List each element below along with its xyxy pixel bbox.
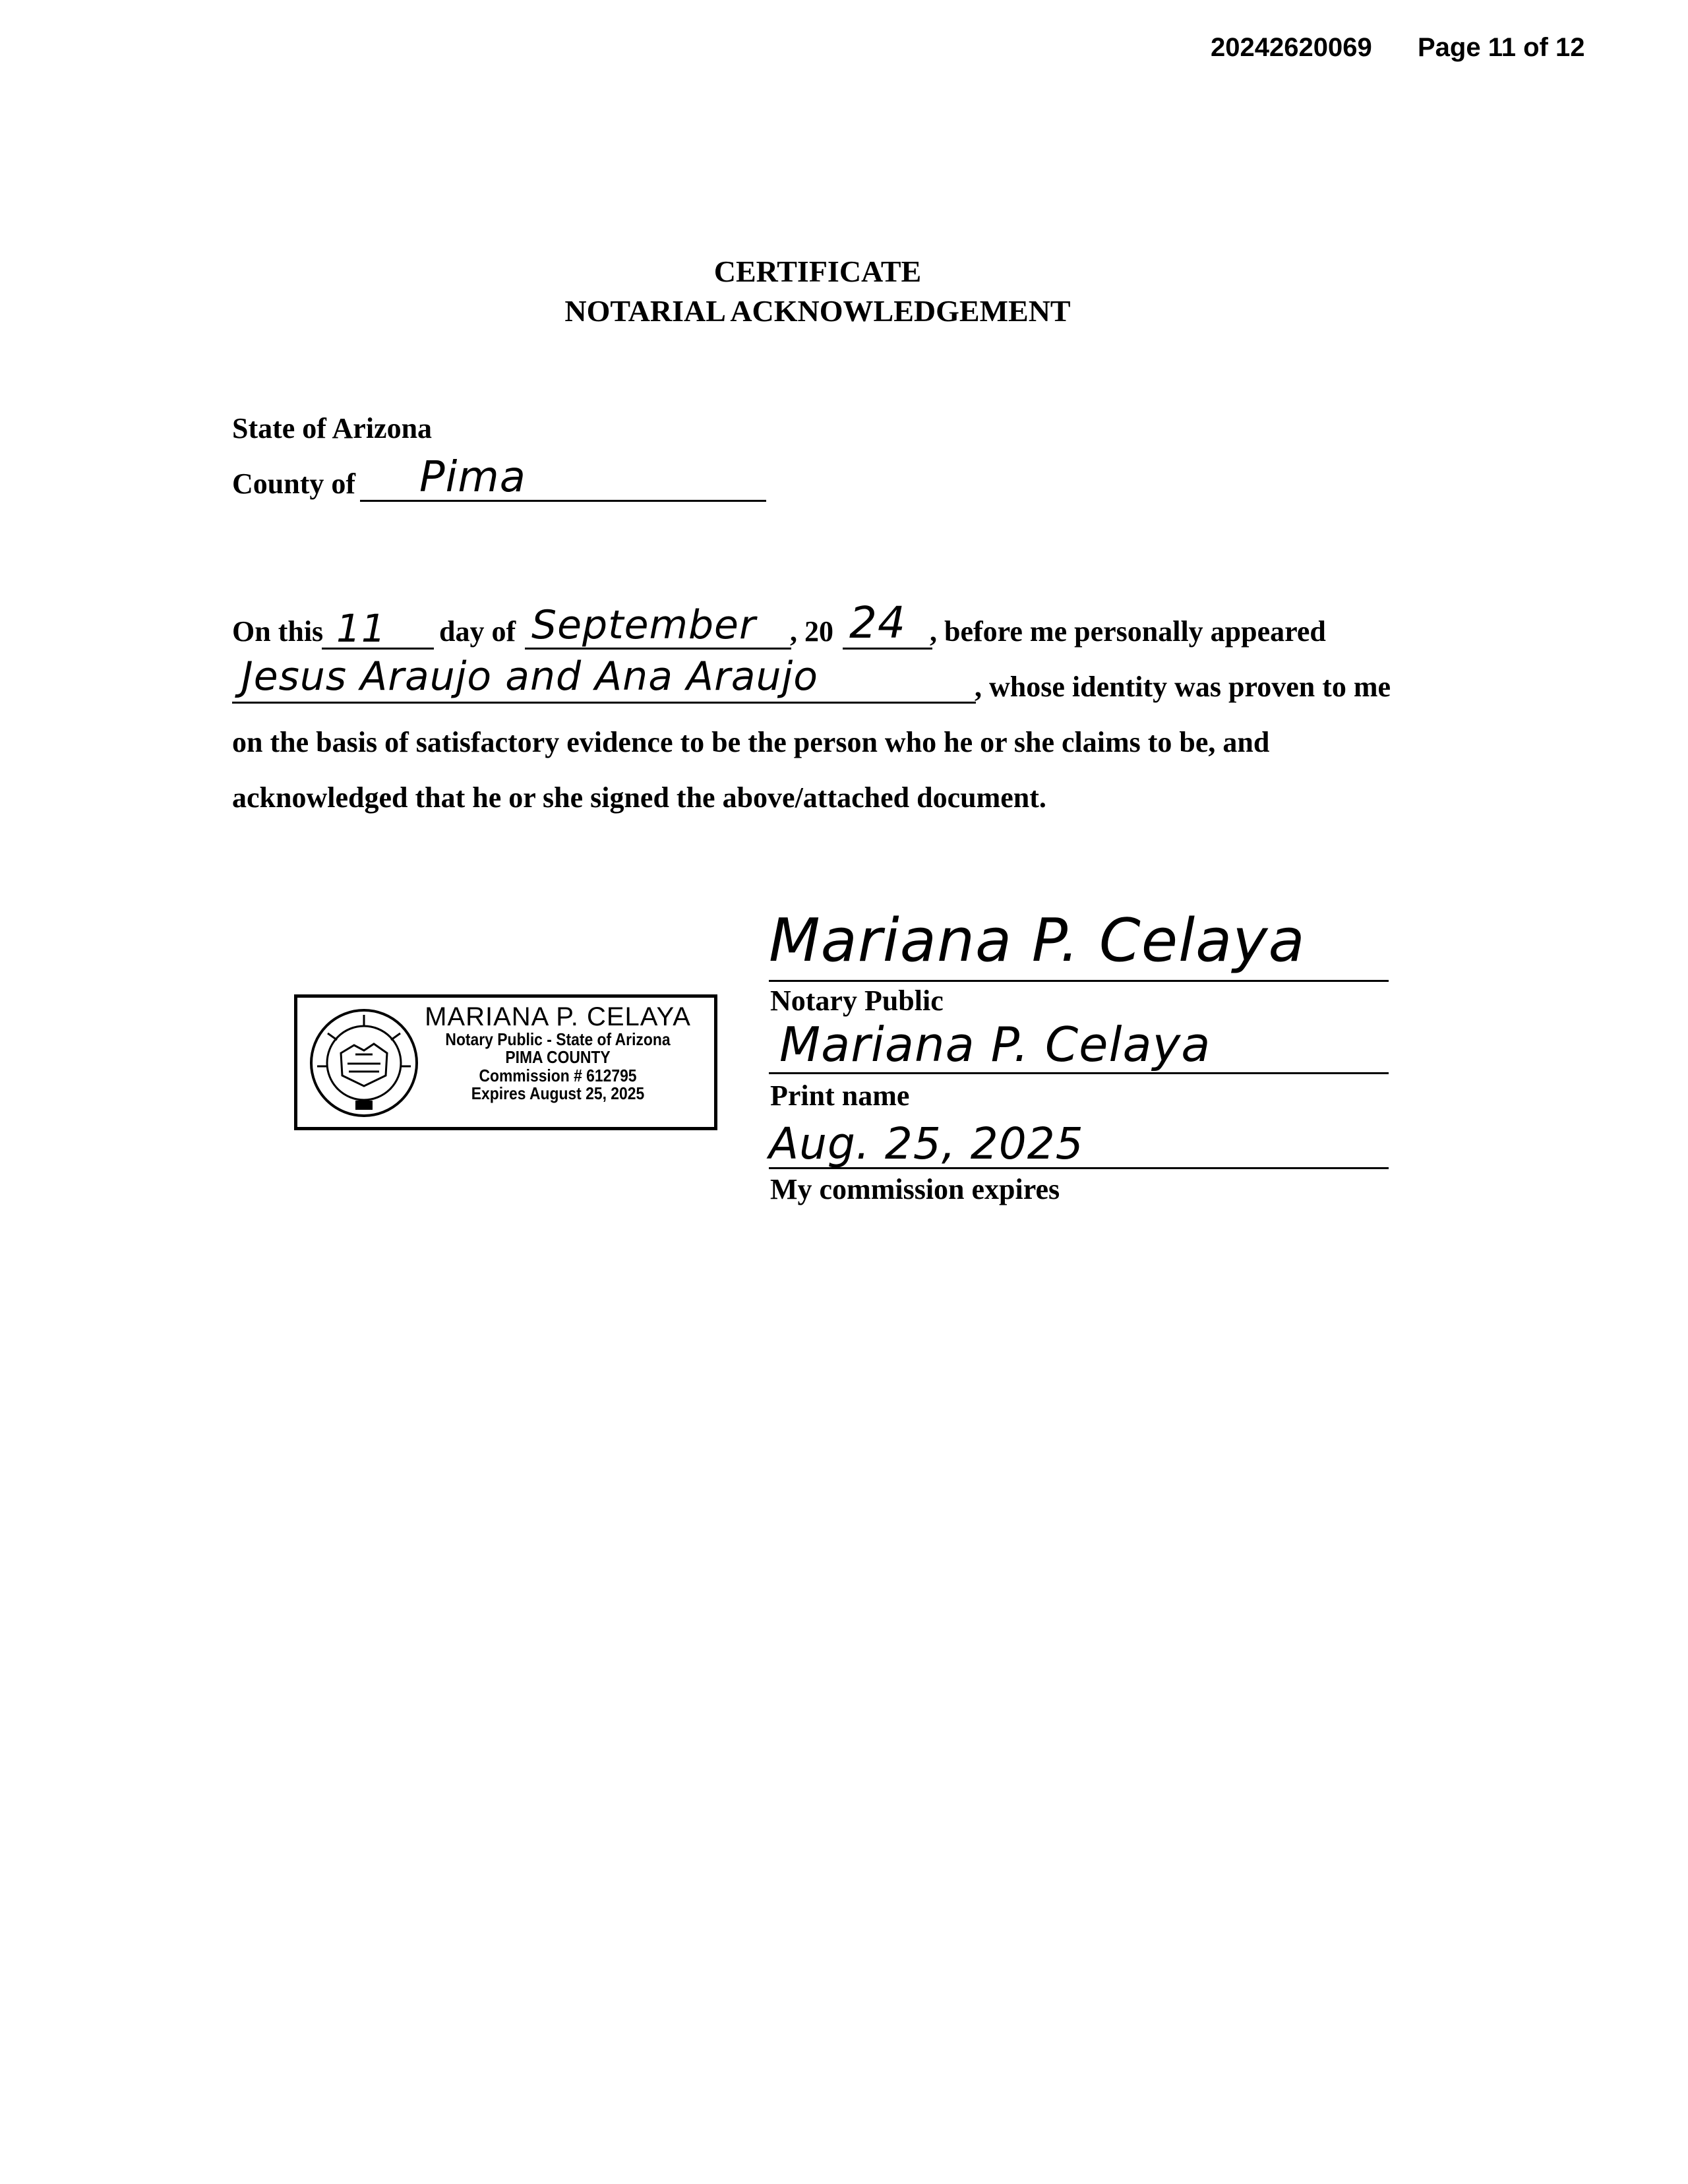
notary-signature: Mariana P. Celaya — [769, 906, 1306, 975]
stamp-county: PIMA COUNTY — [505, 1047, 611, 1068]
notary-stamp — [294, 994, 717, 1130]
appeared-text: , before me personally appeared — [930, 615, 1326, 648]
day-of-text: day of — [439, 615, 516, 648]
month-handwritten: September — [531, 602, 756, 648]
stamp-expiry: Expires August 25, 2025 — [471, 1083, 645, 1103]
document-number: 20242620069 — [1211, 33, 1372, 62]
evidence-text: on the basis of satisfactory evidence to be the person who he or she claims to be, and — [232, 726, 1270, 758]
stamp-text-block — [403, 1003, 713, 1103]
certificate-subtitle: NOTARIAL ACKNOWLEDGEMENT — [564, 294, 1071, 328]
year-field — [843, 597, 932, 650]
year-prefix-text: , 20 — [790, 615, 833, 648]
identity-text: , whose identity was proven to me — [975, 671, 1391, 703]
county-field — [360, 453, 766, 502]
certificate-title: CERTIFICATE — [713, 255, 922, 288]
county-handwritten: Pima — [419, 453, 526, 502]
print-name-label: Print name — [770, 1079, 910, 1112]
acknowledged-text: acknowledged that he or she signed the above/attached document. — [232, 781, 1046, 814]
notary-public-label: Notary Public — [770, 985, 944, 1017]
on-this-text: On this — [232, 615, 324, 648]
expiry-handwritten: Aug. 25, 2025 — [769, 1118, 1084, 1169]
month-field — [525, 602, 791, 650]
names-handwritten: Jesus Araujo and Ana Araujo — [241, 653, 818, 700]
expiry-field — [769, 1118, 1389, 1169]
names-field — [232, 653, 976, 704]
print-name-handwritten: Mariana P. Celaya — [779, 1017, 1211, 1072]
year-handwritten: 24 — [849, 597, 906, 648]
day-handwritten: 11 — [336, 606, 386, 651]
stamp-title: Notary Public - State of Arizona — [445, 1029, 671, 1049]
signature-field — [769, 906, 1389, 982]
county-label: County of — [232, 468, 356, 500]
commission-expires-label: My commission expires — [770, 1173, 1060, 1205]
state-label: State of Arizona — [232, 412, 433, 444]
stamp-commission: Commission # 612795 — [479, 1065, 637, 1085]
stamp-notary-name: MARIANA P. CELAYA — [425, 1002, 691, 1031]
page-indicator: Page 11 of 12 — [1418, 33, 1585, 62]
day-field — [322, 606, 434, 651]
print-name-field — [769, 1017, 1389, 1074]
